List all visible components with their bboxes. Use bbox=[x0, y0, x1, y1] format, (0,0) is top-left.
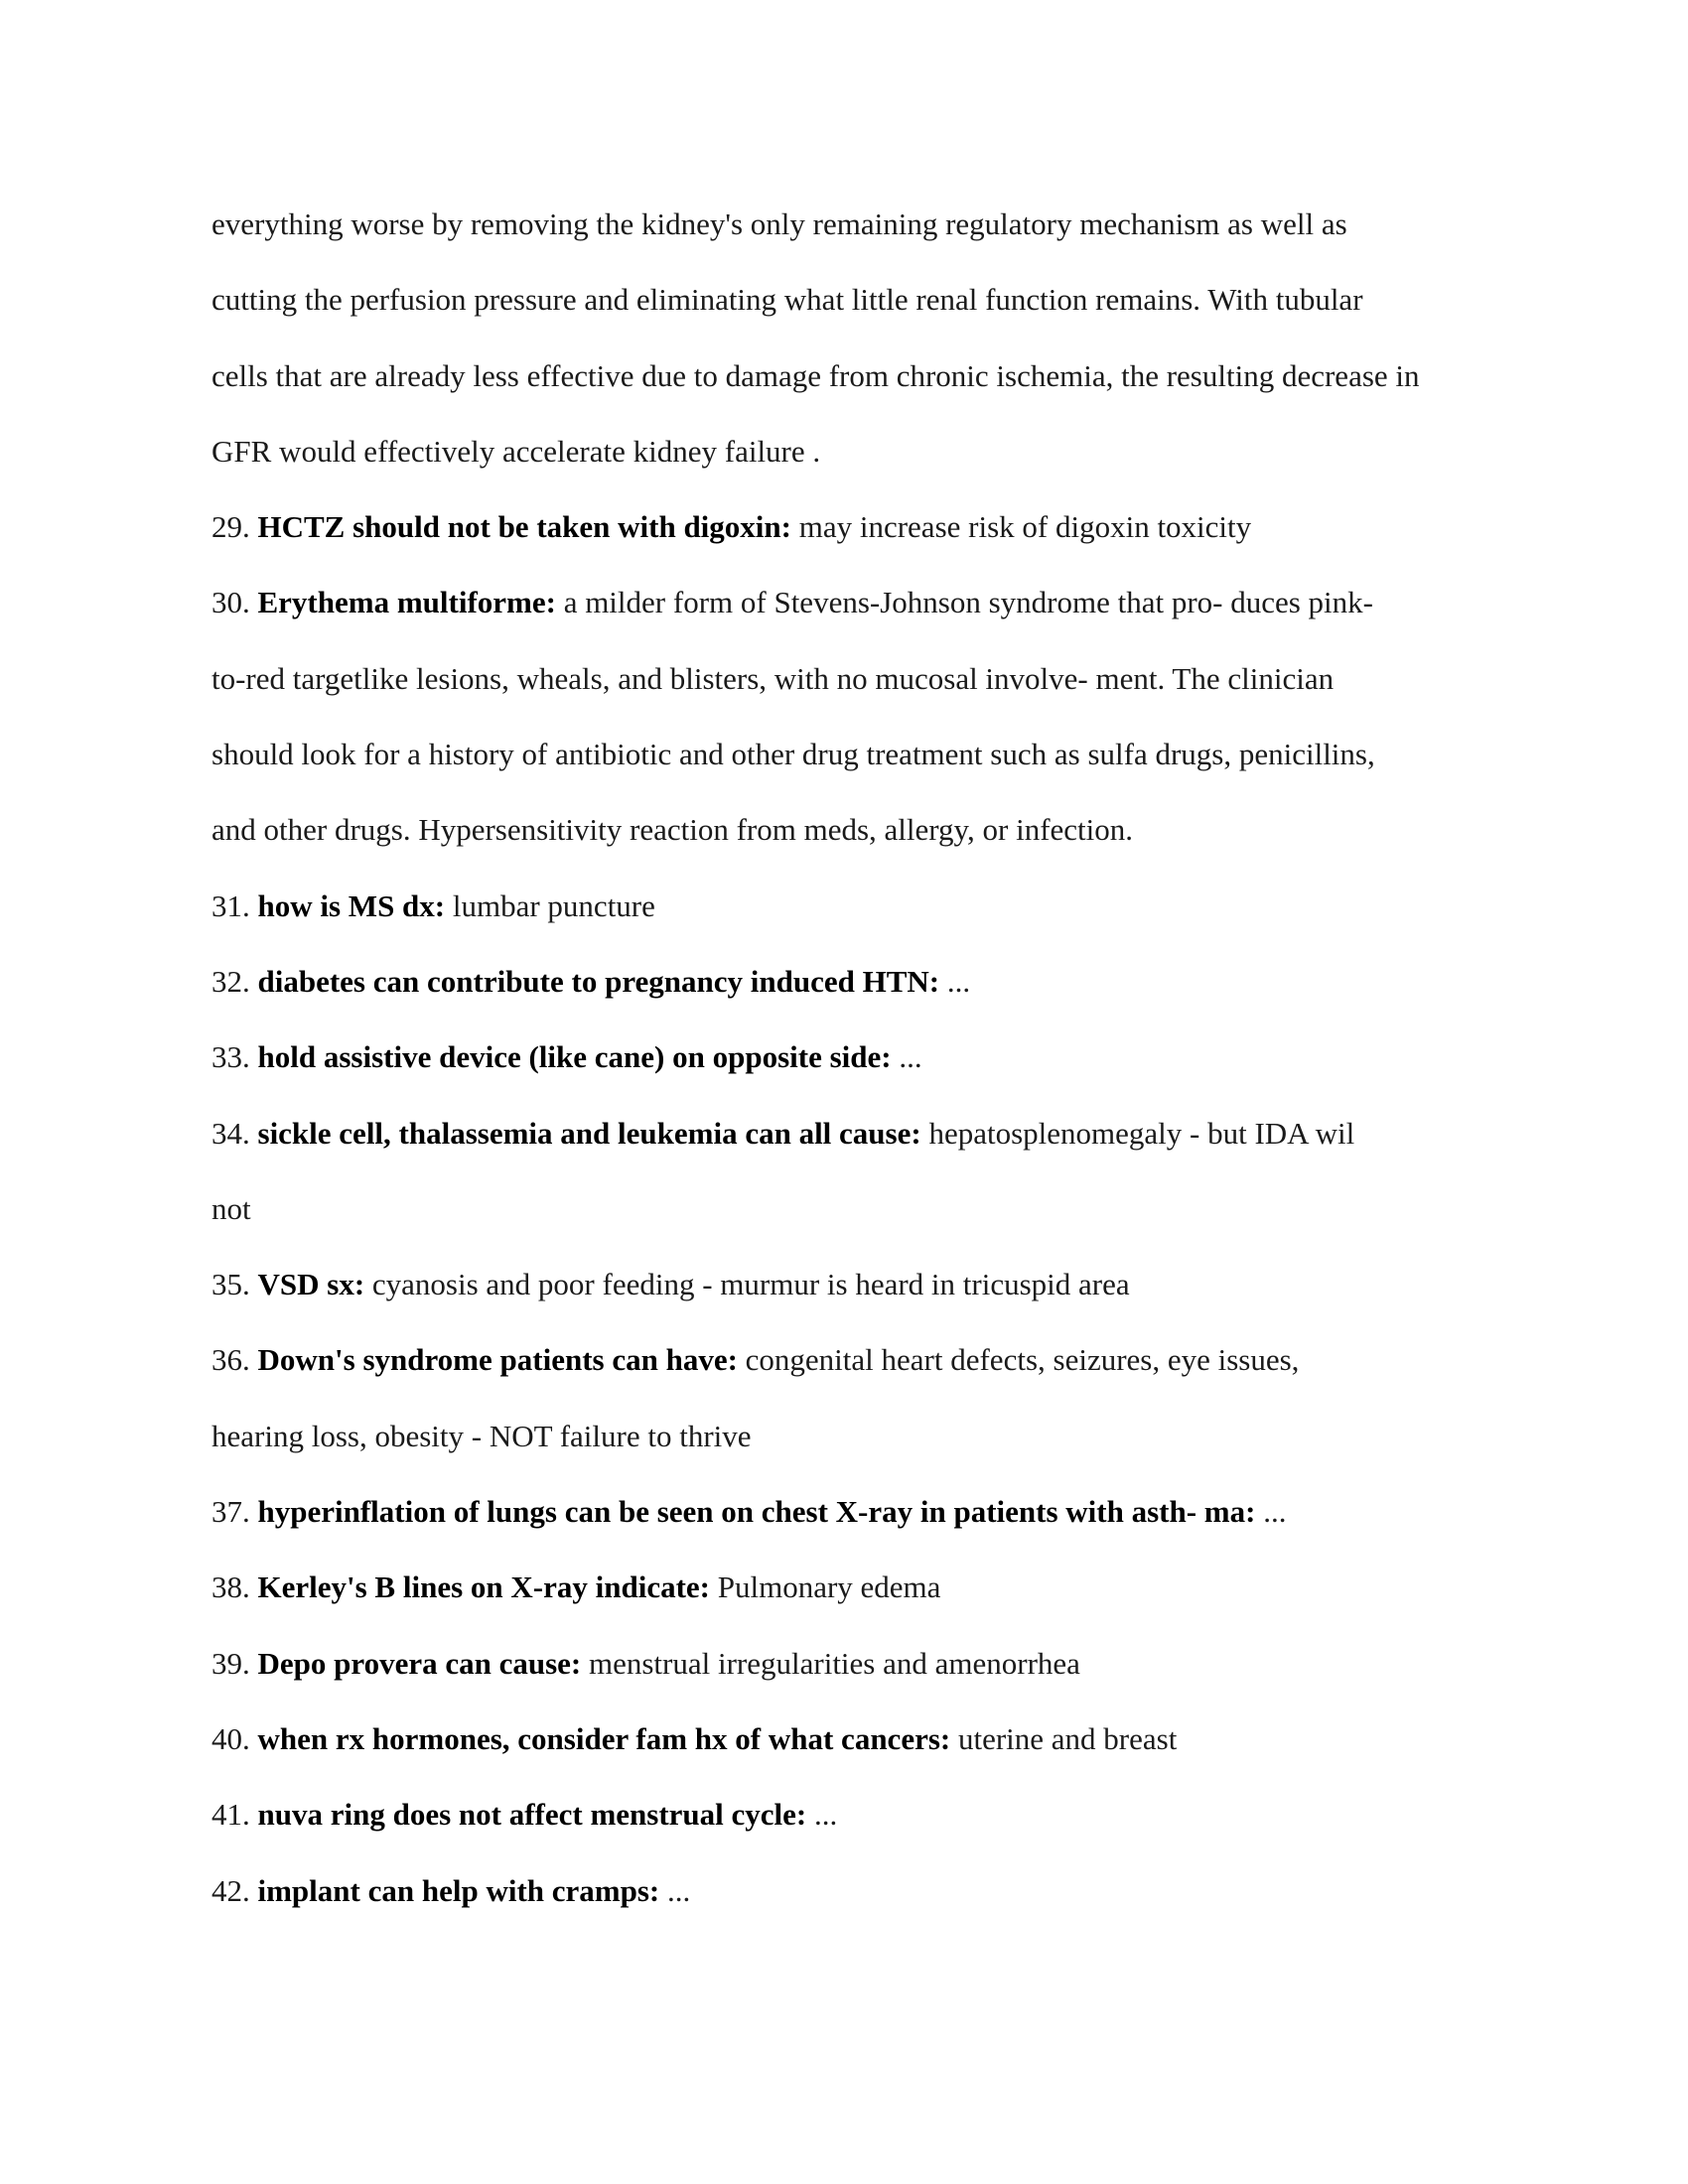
list-item bbox=[211, 1853, 1492, 1929]
item-question: Depo provera can cause: bbox=[257, 1645, 582, 1681]
list-item bbox=[211, 489, 1492, 565]
item-number: 38. bbox=[211, 1570, 250, 1605]
item-question: hyperinflation of lungs can be seen on chest X-ray in patients with asth- ma: bbox=[257, 1494, 1256, 1530]
item-question: diabetes can contribute to pregnancy induced HTN: bbox=[257, 963, 940, 999]
list-item bbox=[211, 565, 1492, 868]
list-item bbox=[211, 869, 1492, 944]
list-item bbox=[211, 1550, 1492, 1625]
item-question: Down's syndrome patients can have: bbox=[257, 1342, 738, 1378]
item-number: 36. bbox=[211, 1342, 250, 1378]
item-question: HCTZ should not be taken with digoxin: bbox=[257, 509, 791, 545]
list-item bbox=[211, 944, 1492, 1020]
item-answer: ... bbox=[946, 963, 971, 999]
item-question: how is MS dx: bbox=[257, 887, 446, 923]
list-item bbox=[211, 1096, 1492, 1248]
item-answer: cyanosis and poor feeding - murmur is heard in tricuspid area bbox=[371, 1267, 1130, 1302]
intro-line: GFR would effectively accelerate kidney failure . bbox=[211, 433, 821, 469]
item-answer-continued: hearing loss, obesity - NOT failure to thrive bbox=[211, 1418, 752, 1453]
item-number: 41. bbox=[211, 1797, 250, 1833]
item-answer: a milder form of Stevens-Johnson syndrome that pro- duces pink- bbox=[563, 585, 1373, 620]
intro-line: cells that are already less effective due to damage from chronic ischemia, the resulting decrease in bbox=[211, 357, 1420, 393]
item-number: 37. bbox=[211, 1494, 250, 1530]
item-question: when rx hormones, consider fam hx of what cancers: bbox=[257, 1720, 951, 1756]
list-item bbox=[211, 1777, 1492, 1852]
item-number: 35. bbox=[211, 1267, 250, 1302]
item-number: 30. bbox=[211, 585, 250, 620]
item-answer: menstrual irregularities and amenorrhea bbox=[589, 1645, 1080, 1681]
document-page bbox=[211, 187, 1492, 1929]
list-item bbox=[211, 1626, 1492, 1702]
list-item bbox=[211, 1474, 1492, 1550]
item-answer: ... bbox=[667, 1872, 691, 1908]
item-answer: Pulmonary edema bbox=[717, 1570, 941, 1605]
item-answer: uterine and breast bbox=[957, 1720, 1178, 1756]
item-question: Erythema multiforme: bbox=[257, 585, 556, 620]
item-answer: ... bbox=[1263, 1494, 1287, 1530]
item-number: 34. bbox=[211, 1115, 250, 1151]
item-number: 39. bbox=[211, 1645, 250, 1681]
item-question: VSD sx: bbox=[257, 1267, 365, 1302]
list-item bbox=[211, 1702, 1492, 1777]
item-answer-continued: not bbox=[211, 1190, 251, 1226]
item-question: nuva ring does not affect menstrual cycle: bbox=[257, 1797, 807, 1833]
item-number: 33. bbox=[211, 1039, 250, 1075]
item-number: 40. bbox=[211, 1720, 250, 1756]
item-answer: ... bbox=[814, 1797, 838, 1833]
item-answer: hepatosplenomegaly - but IDA wil bbox=[928, 1115, 1355, 1151]
item-number: 42. bbox=[211, 1872, 250, 1908]
intro-line: everything worse by removing the kidney's only remaining regulatory mechanism as well as bbox=[211, 206, 1347, 241]
item-number: 29. bbox=[211, 509, 250, 545]
item-answer-continued: should look for a history of antibiotic and other drug treatment such as sulfa drugs, penicillins, bbox=[211, 737, 1375, 772]
list-item bbox=[211, 1247, 1492, 1322]
item-number: 31. bbox=[211, 887, 250, 923]
item-answer-continued: and other drugs. Hypersensitivity reaction from meds, allergy, or infection. bbox=[211, 812, 1134, 848]
item-question: Kerley's B lines on X-ray indicate: bbox=[257, 1570, 710, 1605]
item-answer: may increase risk of digoxin toxicity bbox=[798, 509, 1252, 545]
item-number: 32. bbox=[211, 963, 250, 999]
item-question: sickle cell, thalassemia and leukemia can all cause: bbox=[257, 1115, 921, 1151]
list-item bbox=[211, 1020, 1492, 1095]
item-question: hold assistive device (like cane) on opposite side: bbox=[257, 1039, 892, 1075]
item-answer: ... bbox=[899, 1039, 922, 1075]
intro-paragraph bbox=[211, 187, 1492, 489]
item-answer-continued: to-red targetlike lesions, wheals, and blisters, with no mucosal involve- ment. The clinician bbox=[211, 660, 1335, 696]
list-item bbox=[211, 1322, 1492, 1474]
item-answer: congenital heart defects, seizures, eye issues, bbox=[745, 1342, 1300, 1378]
item-answer: lumbar puncture bbox=[452, 887, 655, 923]
item-question: implant can help with cramps: bbox=[257, 1872, 660, 1908]
intro-line: cutting the perfusion pressure and eliminating what little renal function remains. With tubular bbox=[211, 282, 1363, 318]
